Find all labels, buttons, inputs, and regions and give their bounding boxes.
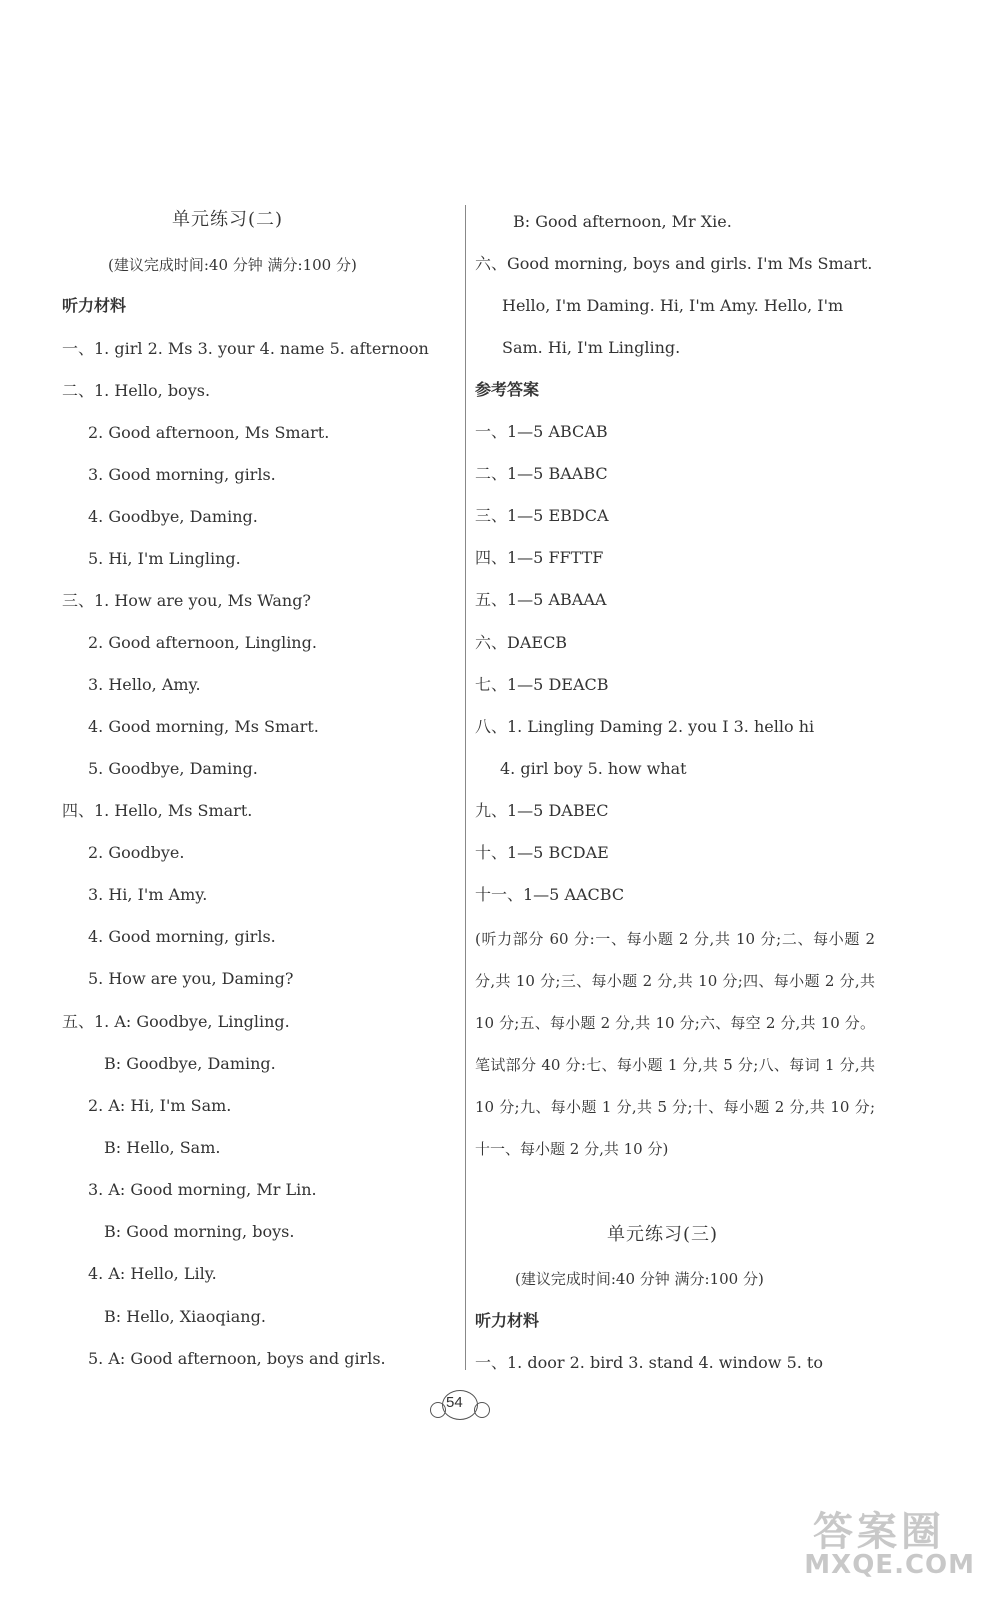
- list-item: 一、1. girl 2. Ms 3. your 4. name 5. afternoon: [62, 339, 429, 358]
- answers-heading: 参考答案: [475, 380, 540, 399]
- answer-item: 十一、1—5 AACBC: [475, 885, 625, 904]
- unit-subtitle-3: (建议完成时间:40 分钟 满分:100 分): [515, 1270, 764, 1288]
- list-item: 2. Goodbye.: [88, 843, 185, 862]
- list-item: 一、1. door 2. bird 3. stand 4. window 5. to: [475, 1353, 823, 1372]
- answer-item: 三、1—5 EBDCA: [475, 506, 609, 525]
- unit-subtitle: (建议完成时间:40 分钟 满分:100 分): [108, 256, 357, 274]
- list-item: Sam. Hi, I'm Lingling.: [502, 338, 681, 357]
- list-item: B: Good afternoon, Mr Xie.: [513, 212, 732, 231]
- answer-item: 五、1—5 ABAAA: [475, 590, 607, 609]
- answer-item: 六、DAECB: [475, 633, 568, 652]
- page-number: 54: [446, 1394, 463, 1411]
- section-heading: 听力材料: [62, 296, 127, 315]
- list-item: 二、1. Hello, boys.: [62, 381, 211, 400]
- list-item: 四、1. Hello, Ms Smart.: [62, 801, 253, 820]
- list-item: 4. Good morning, girls.: [88, 927, 276, 946]
- list-item: 3. Hello, Amy.: [88, 675, 201, 694]
- list-item: 5. A: Good afternoon, boys and girls.: [88, 1349, 386, 1368]
- answer-item: 七、1—5 DEACB: [475, 675, 609, 694]
- unit-title-3: 单元练习(三): [607, 1224, 719, 1245]
- list-item: 5. How are you, Daming?: [88, 969, 294, 988]
- unit-title: 单元练习(二): [172, 209, 284, 230]
- list-item: 4. Goodbye, Daming.: [88, 507, 258, 526]
- answer-item: 八、1. Lingling Daming 2. you I 3. hello hi: [475, 717, 815, 736]
- list-item: 5. Goodbye, Daming.: [88, 759, 258, 778]
- watermark-url: MXQE.COM: [804, 1550, 975, 1580]
- list-item: 2. A: Hi, I'm Sam.: [88, 1096, 232, 1115]
- list-item: B: Hello, Sam.: [104, 1138, 221, 1157]
- page-number-badge: [430, 1388, 490, 1424]
- scoring-note: (听力部分 60 分:一、每小题 2 分,共 10 分;二、每小题 2 分,共 10 分;三、每小题 2 分,共 10 分;四、每小题 2 分,共 10 分;五、每小题 2 分,共 10 分;六、每空 2 分,共 10 分。笔试部分 40 分:七、每小题 1 分,共 5 分;八、每词 1 分,共 10 分;九、每小题 1 分,共 5 分;十、每小题 2 分,共 10 分;十一、每小题 2 分,共 10 分): [475, 930, 875, 1158]
- list-item: Hello, I'm Daming. Hi, I'm Amy. Hello, I'm: [502, 296, 844, 315]
- list-item: 六、Good morning, boys and girls. I'm Ms Smart.: [475, 254, 873, 273]
- list-item: 3. Hi, I'm Amy.: [88, 885, 208, 904]
- circle-ornament-icon: [474, 1402, 490, 1418]
- list-item: 3. A: Good morning, Mr Lin.: [88, 1180, 317, 1199]
- list-item: 2. Good afternoon, Lingling.: [88, 633, 317, 652]
- list-item: 4. Good morning, Ms Smart.: [88, 717, 319, 736]
- answer-item: 二、1—5 BAABC: [475, 464, 608, 483]
- list-item: 4. A: Hello, Lily.: [88, 1264, 217, 1283]
- list-item: B: Good morning, boys.: [104, 1222, 295, 1241]
- list-item: 三、1. How are you, Ms Wang?: [62, 591, 312, 610]
- watermark-logo: [775, 1500, 975, 1590]
- list-item: B: Hello, Xiaoqiang.: [104, 1307, 266, 1326]
- list-item: 5. Hi, I'm Lingling.: [88, 549, 241, 568]
- answer-item: 九、1—5 DABEC: [475, 801, 609, 820]
- watermark-text: 答案圈: [813, 1509, 945, 1555]
- column-divider: [465, 205, 466, 1370]
- section-heading-3: 听力材料: [475, 1311, 540, 1330]
- answer-item: 十、1—5 BCDAE: [475, 843, 609, 862]
- answer-item: 四、1—5 FFTTF: [475, 548, 604, 567]
- answer-item: 4. girl boy 5. how what: [500, 759, 687, 778]
- answer-item: 一、1—5 ABCAB: [475, 422, 608, 441]
- list-item: 2. Good afternoon, Ms Smart.: [88, 423, 330, 442]
- list-item: 五、1. A: Goodbye, Lingling.: [62, 1012, 290, 1031]
- list-item: B: Goodbye, Daming.: [104, 1054, 276, 1073]
- list-item: 3. Good morning, girls.: [88, 465, 276, 484]
